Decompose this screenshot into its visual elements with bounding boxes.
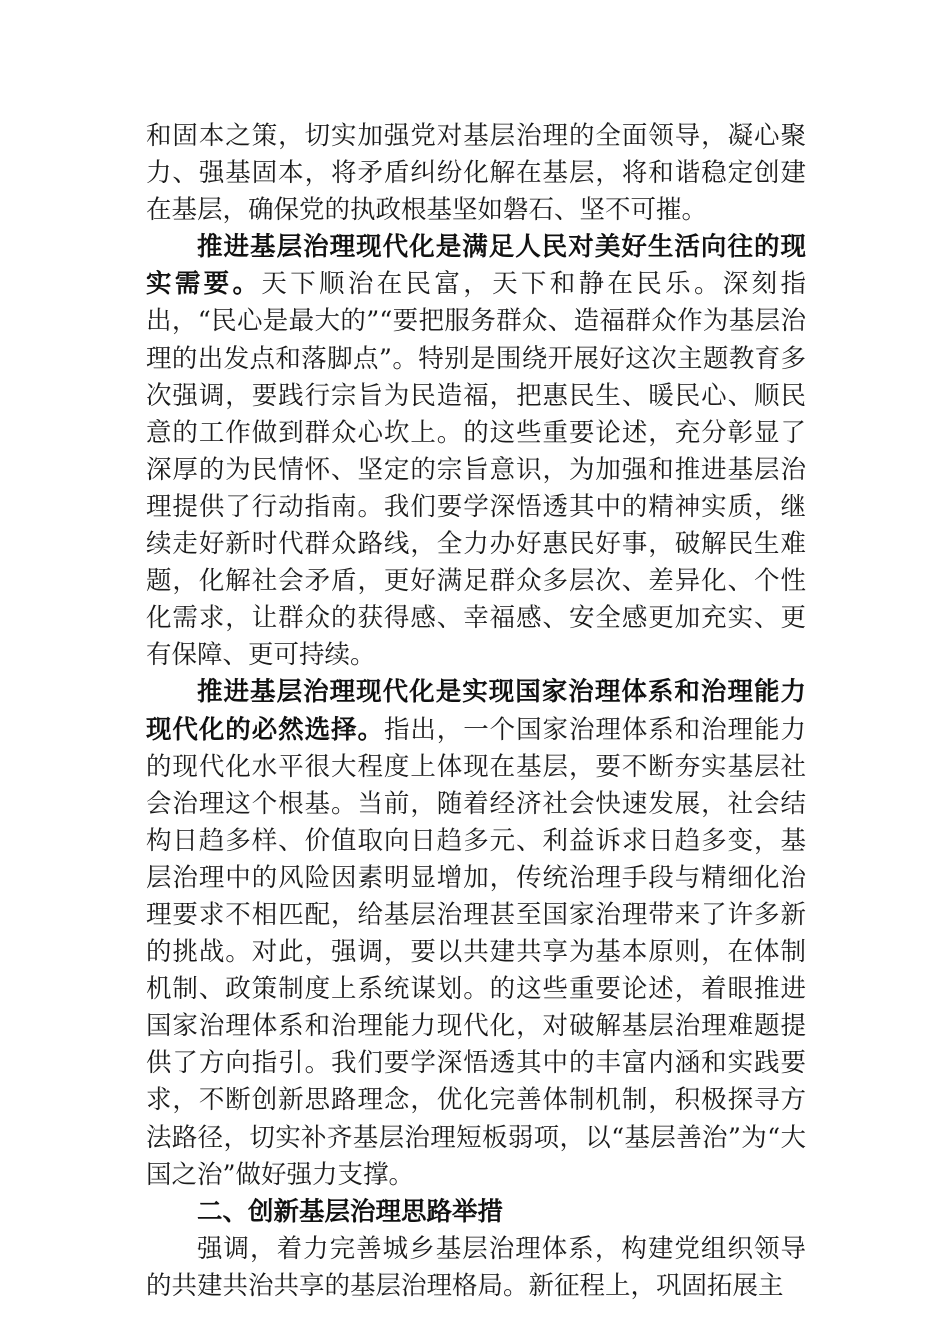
paragraph-lead-sentence: 推进基层治理现代化是实现国家治理体系和治理能力现代化的必然选择。 [146, 677, 806, 745]
paragraph-final [146, 1231, 806, 1305]
document-body [146, 118, 806, 1305]
paragraph-governance-modernization [146, 674, 806, 1193]
paragraph-text: 和固本之策，切实加强党对基层治理的全面领导，凝心聚力、强基固本，将矛盾纠纷化解在基层，将和谐稳定创建在基层，确保党的执政根基坚如磐石、坚不可摧。 [146, 121, 806, 226]
section-heading: 二、创新基层治理思路举措 [197, 1196, 504, 1227]
paragraph-lead-sentence: 推进基层治理现代化是满足人民对美好生活向往的现实需要。 [146, 232, 806, 300]
paragraph-text: 指出，一个国家治理体系和治理能力的现代化水平很大程度上体现在基层，要不断夯实基层社会治理这个根基。当前，随着经济社会快速发展，社会结构日趋多样、价值取向日趋多元、利益诉求日趋多变，基层治理中的风险因素明显增加，传统治理手段与精细化治理要求不相匹配，给基层治理甚至国家治理带来了许多新的挑战。对此，强调，要以共建共享为基本原则，在体制机制、政策制度上系统谋划。的这些重要论述，着眼推进国家治理体系和治理能力现代化，对破解基层治理难题提供了方向指引。我们要学深悟透其中的丰富内涵和实践要求，不断创新思路理念，优化完善体制机制，积极探寻方法路径，切实补齐基层治理短板弱项，以“基层善治”为“大国之治”做好强力支撑。 [146, 714, 806, 1190]
paragraph-continuation [146, 118, 806, 229]
paragraph-text: 天下顺治在民富，天下和静在民乐。深刻指出，“民心是最大的”“要把服务群众、造福群众作为基层治理的出发点和落脚点”。特别是围绕开展好这次主题教育多次强调，要践行宗旨为民造福，把惠民生、暖民心、顺民意的工作做到群众心坎上。的这些重要论述，充分彰显了深厚的为民情怀、坚定的宗旨意识，为加强和推进基层治理提供了行动指南。我们要学深悟透其中的精神实质，继续走好新时代群众路线，全力办好惠民好事，破解民生难题，化解社会矛盾，更好满足群众多层次、差异化、个性化需求，让群众的获得感、幸福感、安全感更加充实、更有保障、更可持续。 [146, 269, 806, 671]
paragraph-people-needs [146, 229, 806, 674]
paragraph-text: 强调，着力完善城乡基层治理体系，构建党组织领导的共建共治共享的基层治理格局。新征程上，巩固拓展主 [146, 1233, 806, 1301]
